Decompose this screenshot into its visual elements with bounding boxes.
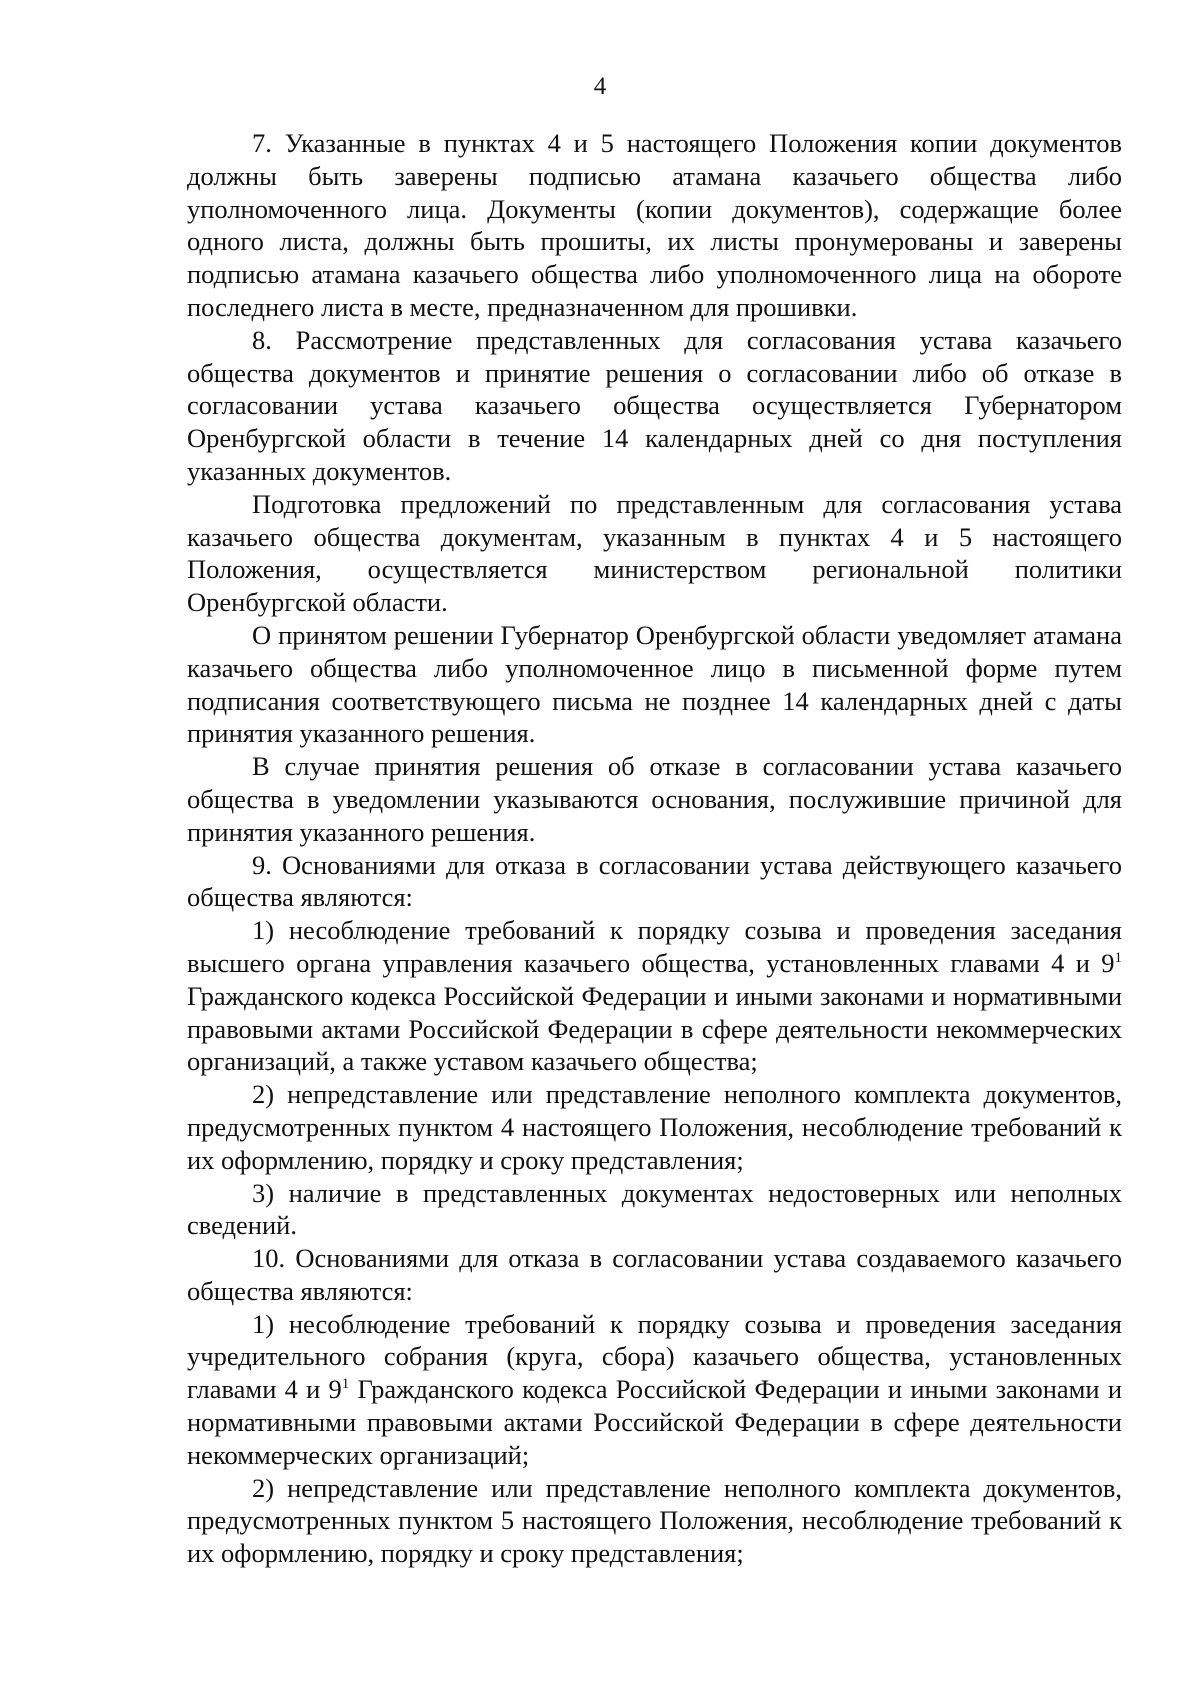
- paragraph-item-10-2: 2) непредставление или представление неполного комплекта документов, предусмотренных пунктом 5 настоящего Положения, несоблюдение требований к их оформлению, порядку и сроку представления;: [187, 1472, 1122, 1569]
- paragraph-item-10-1: 1) несоблюдение требований к порядку созыва и проведения заседания учредительного собрания (круга, сбора) казачьего общества, установленных главами 4 и $9^1$ Гражданского кодекса Российской Федерации и иными законами и нормативными правовыми актами Российской Федерации в сфере деятельности некоммерческих организаций;: [187, 1308, 1123, 1470]
- paragraph-notification: О принятом решении Губернатор Оренбургской области уведомляет атамана казачьего общества либо уполномоченное лицо в письменной форме путем подписания соответствующего письма не позднее 14 календарных дней с даты принятия указанного решения.: [187, 619, 1122, 749]
- paragraph-item-9-2: 2) непредставление или представление неполного комплекта документов, предусмотренных пунктом 4 настоящего Положения, несоблюдение требований к их оформлению, порядку и сроку представления;: [187, 1079, 1122, 1175]
- paragraph-item-9-1: 1) несоблюдение требований к порядку созыва и проведения заседания высшего органа управления казачьего общества, установленных главами 4 и $9^1$ Гражданского кодекса Российской Федерации и иными законами и нормативными правовыми актами Российской Федерации в сфере деятельности некоммерческих организаций, а также уставом казачьего общества;: [187, 915, 1122, 1077]
- paragraph-refusal-grounds-notice: В случае принятия решения об отказе в согласовании устава казачьего общества в уведомлении указываются основания, послужившие причиной для принятия указанного решения.: [187, 751, 1122, 847]
- superscript-one: 1: [1114, 950, 1122, 967]
- paragraph-item-8: 8. Рассмотрение представленных для согласования устава казачьего общества документов и принятие решения о согласовании либо об отказе в согласовании устава казачьего общества осуществляется Губернатором Оренбургской области в течение 14 календарных дней со дня поступления указанных документов.: [187, 324, 1122, 486]
- paragraph-preparation: Подготовка предложений по представленным для согласования устава казачьего общества документам, указанным в пунктах 4 и 5 настоящего Положения, осуществляется министерством региональной политики Оренбургской области.: [187, 488, 1122, 618]
- paragraph-item-9-3: 3) наличие в представленных документах недостоверных или неполных сведений.: [187, 1177, 1122, 1241]
- superscript-one: 1: [341, 1376, 350, 1393]
- paragraph-item-10: 10. Основаниями для отказа в согласовании устава создаваемого казачьего общества являются:: [187, 1243, 1122, 1306]
- paragraph-item-7: 7. Указанные в пунктах 4 и 5 настоящего Положения копии документов должны быть заверены подписью атамана казачьего общества либо уполномоченного лица. Документы (копии документов), содержащие более одного листа, должны быть прошиты, их листы пронумерованы и заверены подписью атамана казачьего общества либо уполномоченного лица на обороте последнего листа в месте, предназначенном для прошивки.: [187, 128, 1122, 322]
- paragraph-item-9: 9. Основаниями для отказа в согласовании устава действующего казачьего общества являются:: [187, 849, 1122, 913]
- page-number: 4: [593, 73, 607, 100]
- document-body: [187, 127, 1122, 1570]
